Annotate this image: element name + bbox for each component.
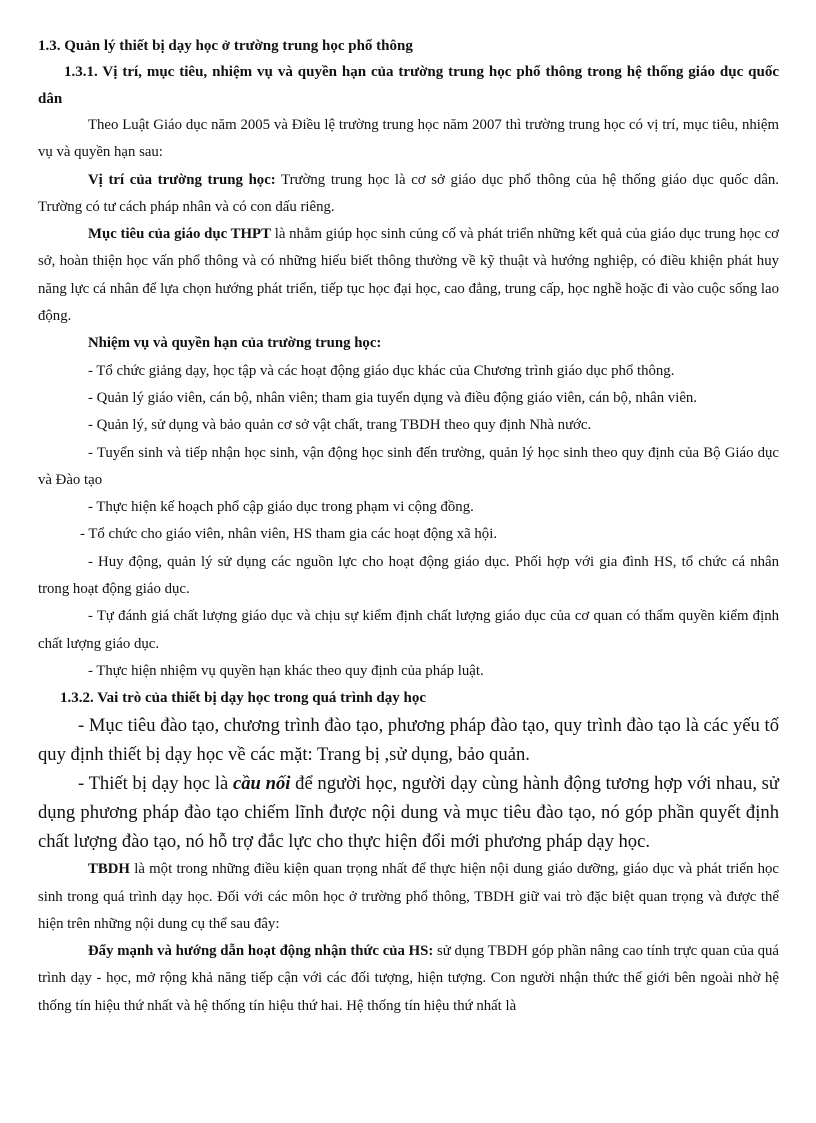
duty-item: - Tổ chức cho giáo viên, nhân viên, HS tham gia các hoạt động xã hội. [80,526,498,543]
muctieu-label: Mục tiêu của giáo dục THPT [88,226,271,243]
daymanh-label: Đẩy mạnh và hướng dẫn hoạt động nhận thức của HS: [88,943,434,960]
duty-item: - Tuyển sinh và tiếp nhận học sinh, vận động học sinh đến trường, quản lý học sinh theo quy định của Bộ Giáo dục và Đào tạo [38,444,779,488]
muctieu-text: là nhằm giúp học sinh củng cố và phát triển những kết quả của giáo dục trung học cơ sở, hoàn thiện học vấn phổ thông và có những hiểu biết thông thường về kỹ thuật và hướng nghiệp, có điều khiện phát huy năng lực cá nhân để lựa chọn hướng phát triển, tiếp tục học đại học, cao đẳng, trung cấp, học nghề hoặc đi vào cuộc sống lao động. [38,226,779,325]
section-heading-1-3-1: 1.3.1. Vị trí, mục tiêu, nhiệm vụ và quyền hạn của trường trung học phổ thông trong hệ thống giáo dục quốc dân [38,64,779,107]
vitri-label: Vị trí của trường trung học: [88,171,276,188]
duty-item: - Tự đánh giá chất lượng giáo dục và chịu sự kiểm định chất lượng giáo dục của cơ quan có thẩm quyền kiểm định chất lượng giáo dục. [38,608,779,652]
vitri-text: Trường trung học là cơ sở giáo dục phổ thông của hệ thống giáo dục quốc dân. Trường có tư cách pháp nhân và có con dấu riêng. [38,171,779,215]
document-page [38,33,779,1020]
daymanh-paragraph [38,938,779,1020]
big2-end: để người học, người dạy cùng hành động tương hợp với nhau, sử dụng phương pháp đào tạo chiếm lĩnh được nội dung và mục tiêu đào tạo, nó góp phần quyết định chất lượng đào tạo, nó hỗ trợ đắc lực cho thực hiện đổi mới phương pháp dạy học. [38,773,779,853]
tbdh-text: là một trong những điều kiện quan trọng nhất để thực hiện nội dung giáo dưỡng, giáo dục và phát triển học sinh trong quá trình dạy học. Đối với các môn học ở trường phổ thông, TBDH giữ vai trò đặc biệt quan trọng và được thể hiện trên những nội dung cụ thể sau đây: [38,861,779,932]
nhiemvu-heading: Nhiệm vụ và quyền hạn của trường trung học: [88,335,382,352]
duty-item: - Huy động, quản lý sử dụng các nguồn lực cho hoạt động giáo dục. Phối hợp với gia đình HS, tổ chức cá nhân trong hoạt động giáo dục. [38,553,779,598]
muctieu-paragraph [38,221,779,330]
large-paragraph-1: - Mục tiêu đào tạo, chương trình đào tạo, phương pháp đào tạo, quy trình đào tạo là các yếu tố quy định thiết bị dạy học về các mặt: Trang bị ,sử dụng, bảo quản. [38,715,779,766]
duty-item: - Quản lý, sử dụng và bảo quản cơ sở vật chất, trang TBDH theo quy định Nhà nước. [88,417,592,434]
duty-item: - Tổ chức giảng dạy, học tập và các hoạt động giáo dục khác của Chương trình giáo dục phổ thông. [88,362,675,379]
daymanh-text: sử dụng TBDH góp phần nâng cao tính trực quan của quá trình dạy - học, mở rộng khả năng tiếp cận với các đối tượng, hiện tượng. Con người nhận thức thế giới bên ngoài nhờ hệ thống tín hiệu thứ nhất và hệ thống tín hiệu thứ hai. Hệ thống tín hiệu thứ nhất là [38,943,779,1014]
intro-paragraph: Theo Luật Giáo dục năm 2005 và Điều lệ trường trung học năm 2007 thì trường trung học có vị trí, mục tiêu, nhiệm vụ và quyền hạn sau: [38,117,779,161]
section-heading-1-3: 1.3. Quản lý thiết bị dạy học ở trường trung học phổ thông [38,38,413,54]
tbdh-label: TBDH [88,861,130,878]
duty-item: - Quản lý giáo viên, cán bộ, nhân viên; tham gia tuyển dụng và điều động giáo viên, cán bộ, nhân viên. [88,389,697,406]
duty-item: - Thực hiện kế hoạch phổ cập giáo dục trong phạm vi cộng đồng. [88,499,474,516]
duty-item: - Thực hiện nhiệm vụ quyền hạn khác theo quy định của pháp luật. [88,662,484,679]
section-heading-1-3-2: 1.3.2. Vai trò của thiết bị dạy học trong quá trình dạy học [60,690,427,707]
vitri-paragraph [38,167,779,222]
cau-noi-emphasis: cầu nối [233,773,291,795]
large-paragraph-2 [38,769,779,856]
tbdh-paragraph [38,856,779,938]
big2-start: - Thiết bị dạy học là [78,773,233,795]
